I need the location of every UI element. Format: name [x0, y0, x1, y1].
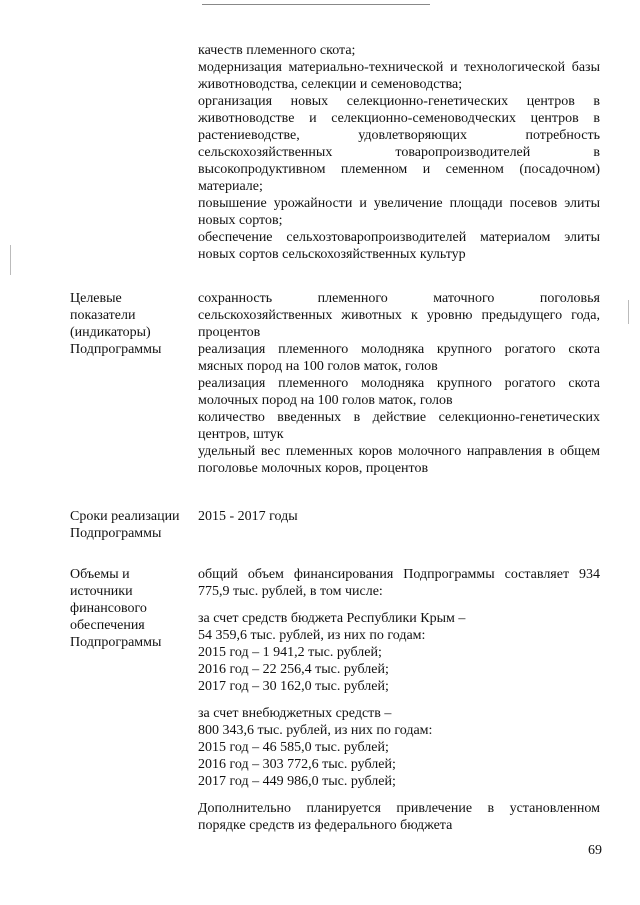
budget-header: за счет средств бюджета Республики Крым – — [198, 611, 466, 626]
intro-list — [198, 42, 600, 263]
extra-header: за счет внебюджетных средств – — [198, 706, 392, 721]
terms-value — [198, 508, 600, 525]
intro-item: качеств племенного скота; — [198, 43, 356, 58]
extra-year: 2017 год – 449 986,0 тыс. рублей; — [198, 774, 396, 789]
scan-artifact — [10, 245, 11, 275]
budget-block — [198, 610, 600, 695]
extra-year: 2015 год – 46 585,0 тыс. рублей; — [198, 740, 389, 755]
indicator-item: количество введенных в действие селекционно-генетических центров, штук — [198, 410, 600, 442]
budget-year: 2016 год – 22 256,4 тыс. рублей; — [198, 662, 389, 677]
funding-label: Объемы и источники финансового обеспечения Подпрограммы — [70, 567, 162, 650]
extra-total: 800 343,6 тыс. рублей, из них по годам: — [198, 723, 433, 738]
indicator-item: реализация племенного молодняка крупного рогатого скота мясных пород на 100 голов маток, голов — [198, 342, 600, 374]
intro-item: организация новых селекционно-генетических центров в животноводстве и селекционно-семеноводческих центров в растениеводстве, удовлетворяющих потребность сельскохозяйственных товаропроизводителей в высокопродуктивном племенном и семенном (посадочном) материале; — [198, 94, 600, 194]
indicator-item: сохранность племенного маточного поголовья сельскохозяйственных животных к уровню предыдущего года, процентов — [198, 291, 600, 340]
intro-item: повышение урожайности и увеличение площади посевов элиты новых сортов; — [198, 196, 600, 228]
budget-total: 54 359,6 тыс. рублей, из них по годам: — [198, 628, 426, 643]
intro-item: обеспечение сельхозтоваропроизводителей материалом элиты новых сортов сельскохозяйственных культур — [198, 230, 600, 262]
scan-artifact — [628, 300, 629, 324]
indicator-item: реализация племенного молодняка крупного рогатого скота молочных пород на 100 голов маток, голов — [198, 376, 600, 408]
page-number: 69 — [588, 843, 602, 858]
budget-year: 2017 год – 30 162,0 тыс. рублей; — [198, 679, 389, 694]
top-rule — [202, 4, 430, 5]
extra-block — [198, 705, 600, 790]
funding-additional: Дополнительно планируется привлечение в установленном порядке средств из федерального бюджета — [198, 801, 600, 833]
funding-section — [198, 566, 600, 834]
budget-year: 2015 год – 1 941,2 тыс. рублей; — [198, 645, 382, 660]
terms-text: 2015 - 2017 годы — [198, 509, 298, 524]
extra-year: 2016 год – 303 772,6 тыс. рублей; — [198, 757, 396, 772]
indicators-list — [198, 290, 600, 477]
indicator-item: удельный вес племенных коров молочного направления в общем поголовье молочных коров, процентов — [198, 444, 600, 476]
indicators-label: Целевые показатели (индикаторы) Подпрограммы — [70, 291, 162, 357]
intro-item: модернизация материально-технической и технологической базы животноводства, селекции и семеноводства; — [198, 60, 600, 92]
funding-total: общий объем финансирования Подпрограммы составляет 934 775,9 тыс. рублей, в том числе: — [198, 567, 600, 599]
terms-label: Сроки реализации Подпрограммы — [70, 509, 180, 541]
